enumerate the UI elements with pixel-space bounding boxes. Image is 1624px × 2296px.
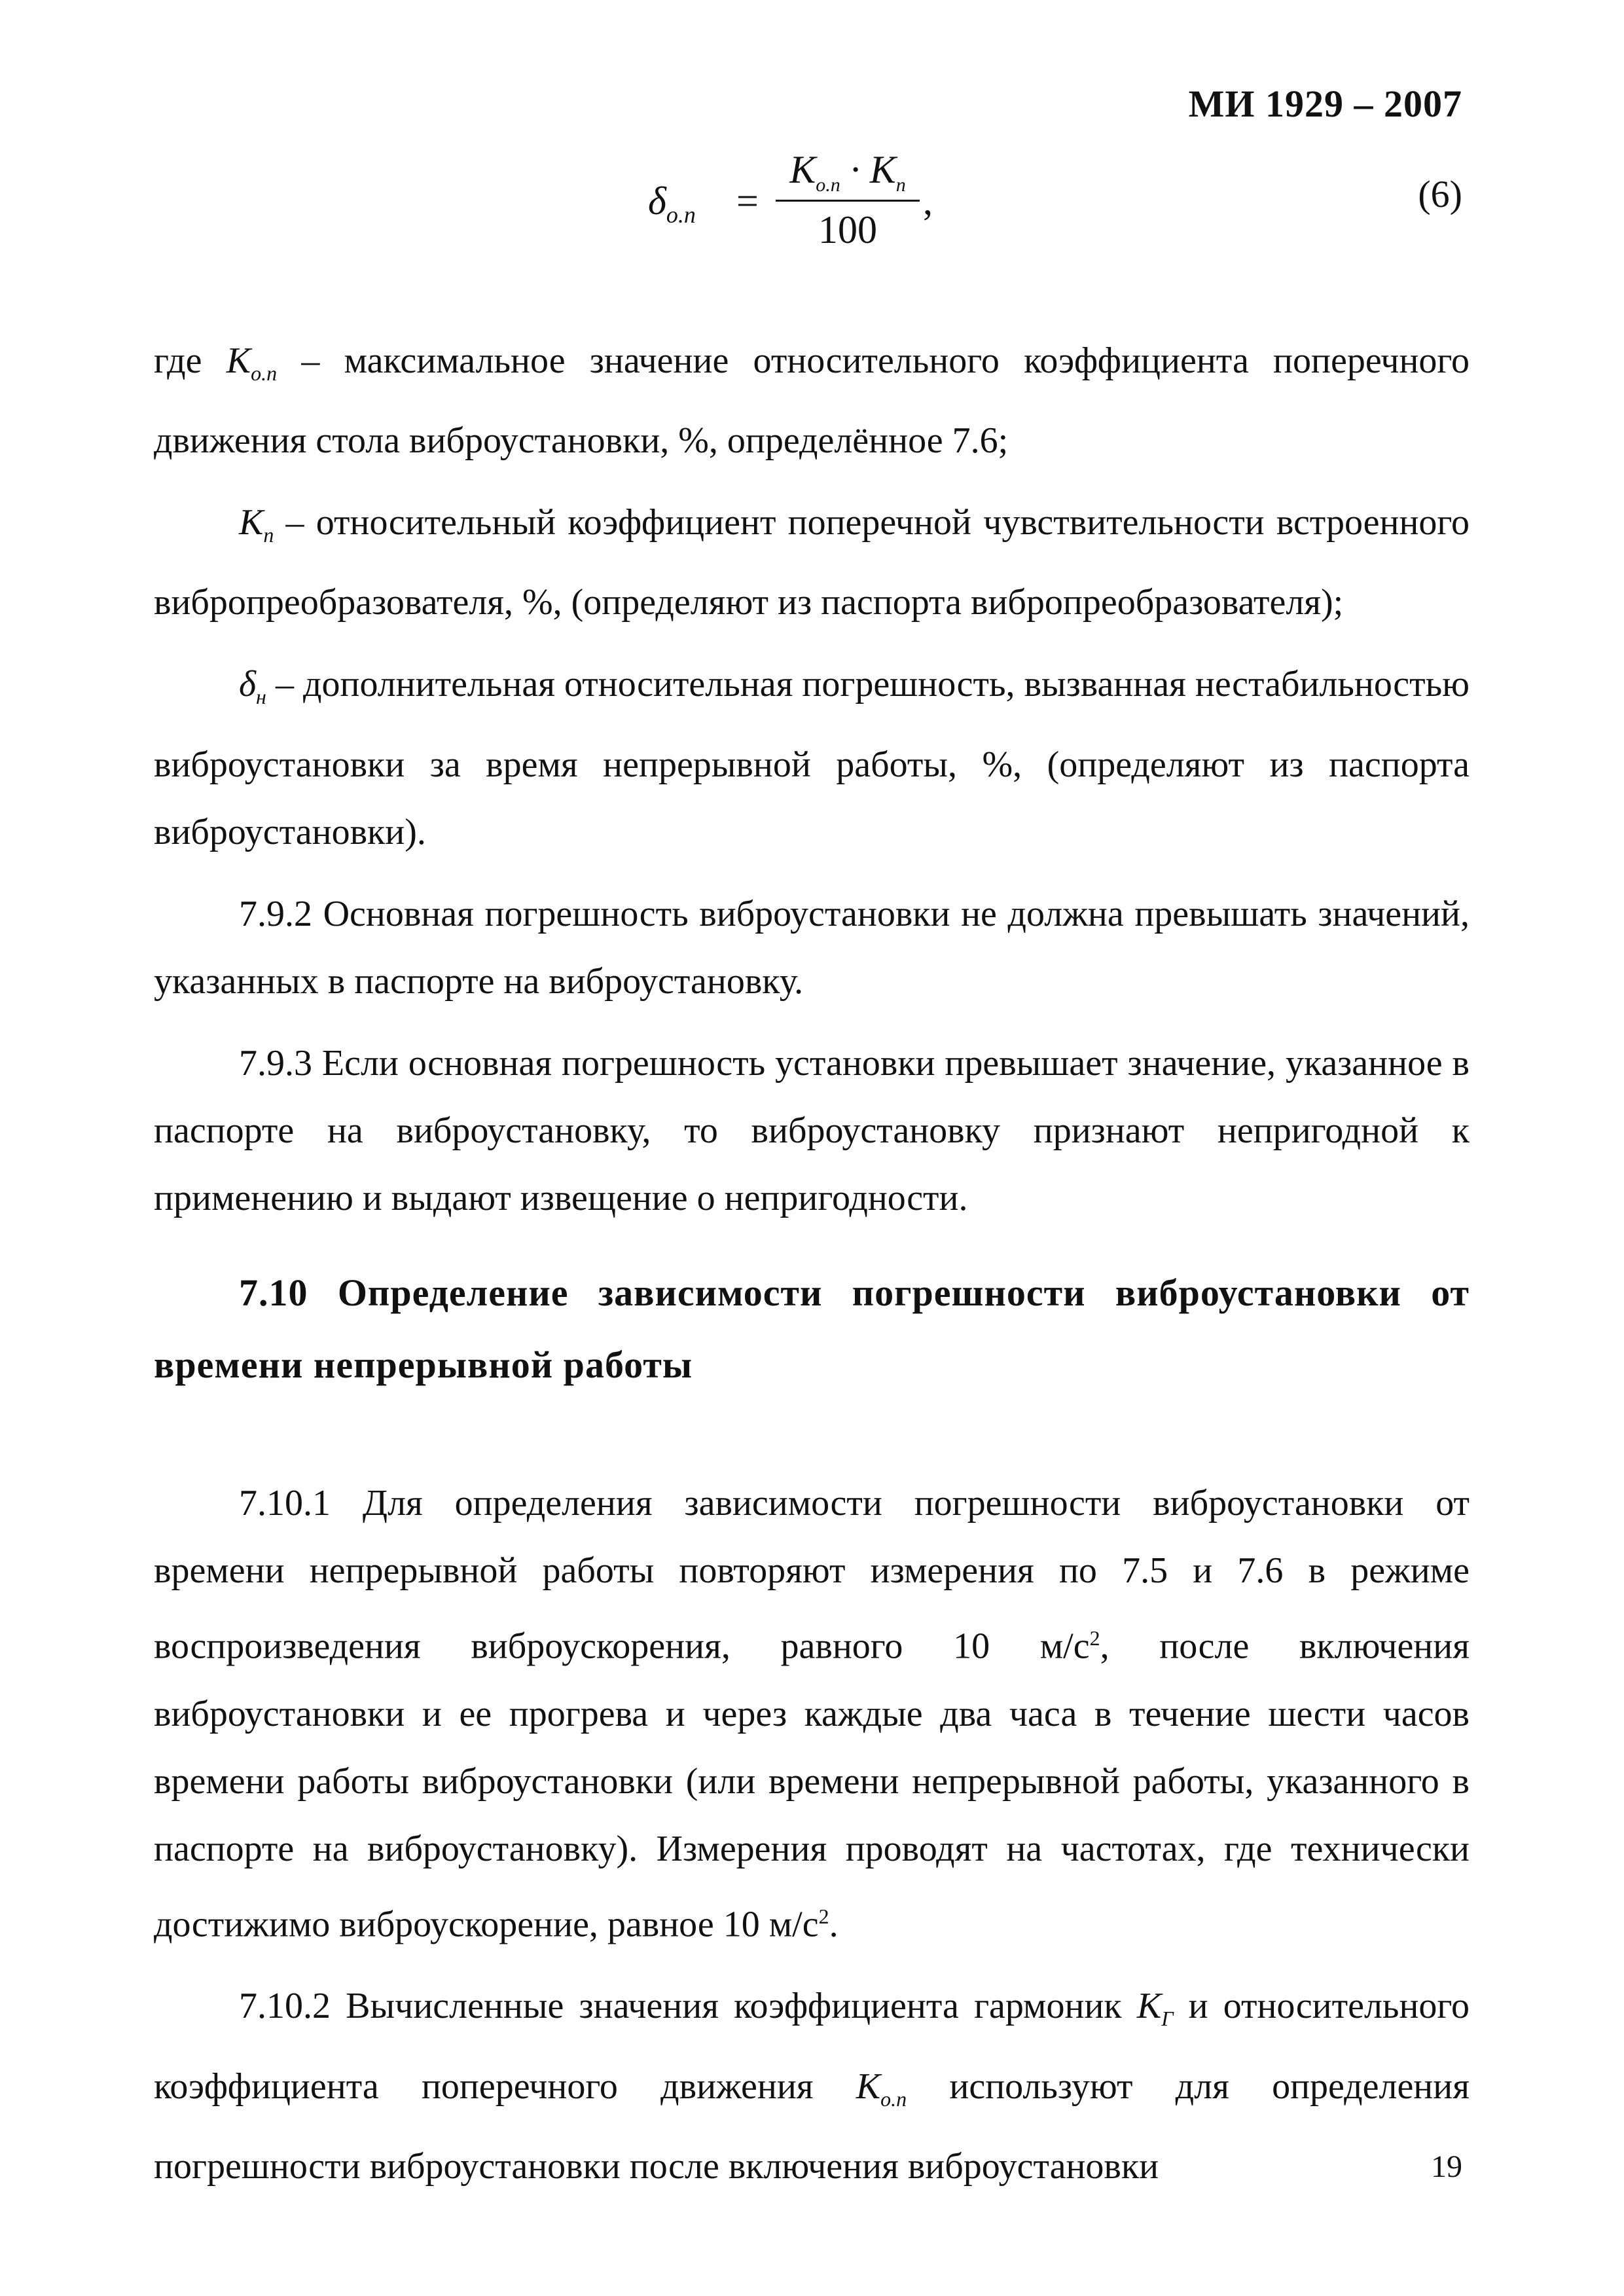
formula-denominator: 100 bbox=[818, 208, 877, 251]
formula-comma: , bbox=[923, 179, 933, 223]
definition-k-p: $K_п$ – относительный коэффициент поперечной чувствительности встроенного вибропреобразователя, %, (определяют из паспорта вибропреобразователя); bbox=[154, 502, 1470, 623]
formula-lhs: $\delta_{о.п}$ bbox=[648, 179, 696, 228]
paragraph-7-10-2: 7.10.2 Вычисленные значения коэффициента гармоник $K_Г$ и относительного коэффициента поперечного движения $K_{о.п}$ используют для определения погрешности виброустановки после включения виброустановки bbox=[154, 1986, 1470, 2187]
page-number: 19 bbox=[1431, 2149, 1462, 2184]
formula-equals: = bbox=[736, 179, 759, 223]
formula-6 bbox=[648, 147, 1015, 252]
equation-number: (6) bbox=[1418, 173, 1462, 215]
document-code: МИ 1929 – 2007 bbox=[1188, 82, 1462, 125]
section-heading-7-10: 7.10 Определение зависимости погрешности виброустановки от времени непрерывной работы bbox=[154, 1271, 1470, 1386]
definition-k-op: где $K_{о.п}$ – максимальное значение относительного коэффициента поперечного движения стола виброустановки, %, определённое 7.6; bbox=[154, 340, 1470, 462]
section-body bbox=[154, 1470, 1470, 2200]
definitions-block bbox=[154, 327, 1470, 1232]
fraction-bar bbox=[776, 200, 920, 202]
paragraph-7-9-2: 7.9.2 Основная погрешность виброустановки не должна превышать значений, указанных в паспорте на виброустановку. bbox=[154, 893, 1470, 1002]
formula-numerator: $K_{о.п} \cdot K_п$ bbox=[789, 148, 906, 196]
paragraph-7-10-1: 7.10.1 Для определения зависимости погрешности виброустановки от времени непрерывной работы повторяют измерения по 7.5 и 7.6 в режиме воспроизведения виброускорения, равного 10 $м/с^2$, после включения виброустановки и ее прогрева и через каждые два часа в течение шести часов времени работы виброустановки (или времени непрерывной работы, указанного в паспорте на виброустановку). Измерения проводят на частотах, где технически достижимо виброускорение, равное 10 $м/с^2$. bbox=[154, 1483, 1470, 1945]
paragraph-7-9-3: 7.9.3 Если основная погрешность установки превышает значение, указанное в паспорте на виброустановку, то виброустановку признают непригодной к применению и выдают извещение о непригодности. bbox=[154, 1042, 1470, 1218]
definition-delta-n: $\delta_н$ – дополнительная относительная погрешность, вызванная нестабильностью виброустановки за время непрерывной работы, %, (определяют из паспорта виброустановки). bbox=[154, 664, 1470, 852]
